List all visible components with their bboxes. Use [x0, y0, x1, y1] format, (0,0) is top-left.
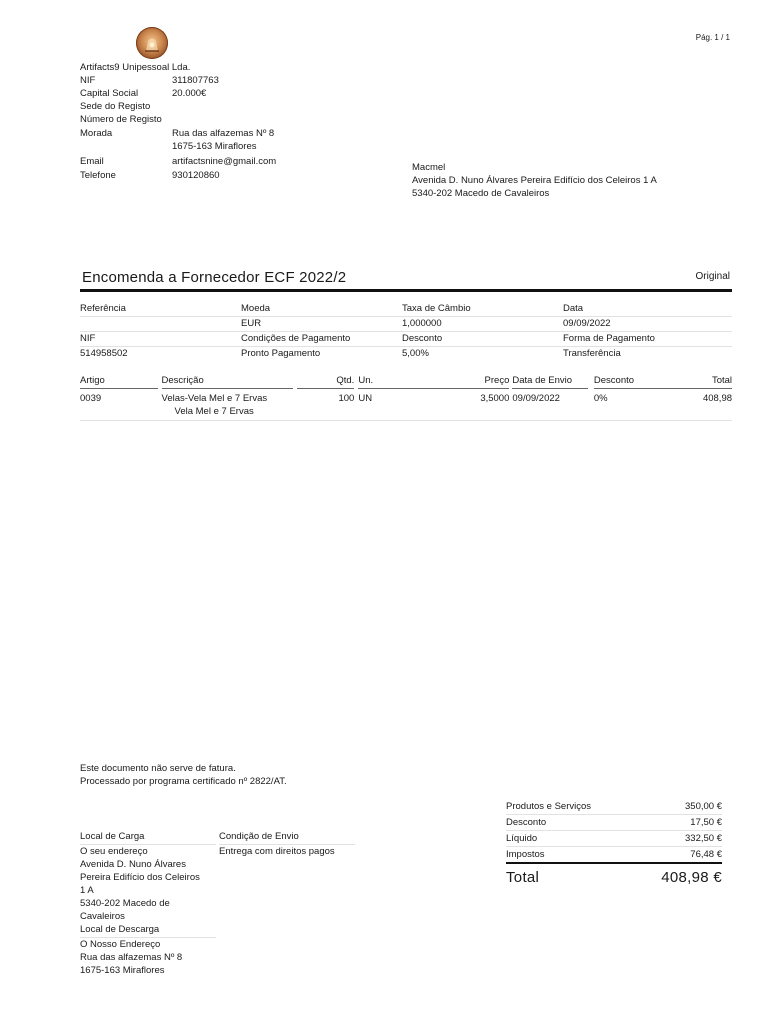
supplier-address-line1: Avenida D. Nuno Álvares Pereira Edifício dos Celeiros 1 A [412, 175, 657, 186]
col-header-data-envio: Data de Envio [512, 374, 588, 389]
info-label-payment-terms: Condições de Pagamento [241, 333, 351, 344]
totals-value: 17,50 € [690, 817, 722, 828]
totals-row [506, 815, 722, 831]
item-descricao-line1: Velas-Vela Mel e 7 Ervas [161, 393, 268, 404]
unloading-place [80, 923, 216, 977]
col-header-qtd: Qtd. [297, 374, 355, 389]
col-header-un: Un. [358, 374, 380, 389]
item-artigo: 0039 [80, 393, 102, 404]
totals-label: Produtos e Serviços [506, 801, 592, 812]
loading-place-line: Cavaleiros [80, 911, 125, 922]
totals-row [506, 799, 722, 815]
item-desconto: 0% [593, 393, 608, 404]
title-divider [80, 289, 732, 292]
company-address-value [172, 127, 340, 153]
totals-label: Impostos [506, 849, 545, 860]
company-email: artifactsnine@gmail.com [172, 156, 277, 167]
totals-value: 332,50 € [685, 833, 722, 844]
page-number: Pág. 1 / 1 [695, 33, 730, 42]
unloading-place-line: O Nosso Endereço [80, 939, 161, 950]
lantern-logo-icon [136, 27, 168, 59]
company-field-value [172, 113, 340, 126]
totals-row [506, 847, 722, 864]
unloading-place-line: 1675-163 Miraflores [80, 965, 165, 976]
company-nif-row [80, 74, 340, 87]
info-value-discount: 5,00% [402, 348, 429, 359]
shipping-condition-value: Entrega com direitos pagos [219, 846, 335, 857]
unloading-place-line: Rua das alfazemas Nº 8 [80, 952, 183, 963]
note-not-invoice: Este documento não serve de fatura. [80, 763, 236, 774]
col-header-preco: Preço [380, 374, 509, 389]
grand-total [506, 869, 722, 887]
loading-place-line: Avenida D. Nuno Álvares [80, 859, 186, 870]
loading-place-line: O seu endereço [80, 846, 148, 857]
supplier-name: Macmel [412, 162, 446, 173]
company-field-value: 311807763 [172, 75, 219, 86]
info-label-currency: Moeda [241, 303, 271, 314]
info-value-row [80, 317, 732, 332]
company-address-row [80, 127, 340, 153]
supplier-address-line2: 5340-202 Macedo de Cavaleiros [412, 188, 550, 199]
company-field-label: Morada [80, 128, 113, 139]
info-label-date: Data [563, 303, 584, 314]
company-registry-number-row [80, 113, 340, 126]
item-data-envio: 09/09/2022 [512, 393, 560, 404]
info-header-row [80, 302, 732, 317]
company-field-label: NIF [80, 75, 96, 86]
company-info [80, 61, 340, 182]
document-copy-label: Original [695, 271, 730, 282]
company-email-row [80, 155, 340, 168]
note-certified-program: Processado por programa certificado nº 2822/AT. [80, 776, 287, 787]
item-preco: 3,5000 [480, 393, 510, 404]
info-value-payment-method: Transferência [563, 348, 621, 359]
info-label-nif: NIF [80, 333, 96, 344]
company-phone-row [80, 169, 340, 182]
loading-place [80, 830, 216, 923]
col-header-artigo: Artigo [80, 374, 158, 389]
info-header-row-2 [80, 332, 732, 347]
loading-place-line: Pereira Edifício dos Celeiros [80, 872, 200, 883]
loading-place-header: Local de Carga [80, 830, 216, 845]
info-value-payment-terms: Pronto Pagamento [241, 348, 321, 359]
table-row [80, 392, 732, 421]
info-label-payment-method: Forma de Pagamento [563, 333, 655, 344]
loading-place-line: 1 A [80, 885, 94, 896]
company-capital-row [80, 87, 340, 100]
company-field-value: 20.000€ [172, 88, 207, 99]
info-value-nif: 514958502 [80, 348, 128, 359]
company-field-value [172, 100, 340, 113]
totals-label: Líquido [506, 833, 538, 844]
company-address-line2: 1675-163 Miraflores [172, 141, 257, 152]
items-table [80, 374, 732, 421]
loading-place-line: 5340-202 Macedo de [80, 898, 170, 909]
document-info-grid [80, 302, 732, 361]
items-header-row [80, 374, 732, 389]
shipping-condition-header: Condição de Envio [219, 830, 355, 845]
info-label-exchange-rate: Taxa de Câmbio [402, 303, 471, 314]
company-field-label: Capital Social [80, 88, 139, 99]
company-field-label: Número de Registo [80, 114, 162, 125]
company-address-line1: Rua das alfazemas Nº 8 [172, 128, 275, 139]
company-logo [136, 27, 168, 59]
unloading-place-header: Local de Descarga [80, 923, 216, 938]
info-value-date: 09/09/2022 [563, 318, 611, 329]
col-header-total: Total [659, 374, 732, 389]
totals-label: Desconto [506, 817, 547, 828]
item-descricao [162, 392, 311, 418]
info-value-currency: EUR [241, 318, 262, 329]
item-qtd: 100 [338, 393, 355, 404]
item-total: 408,98 [702, 393, 733, 404]
totals-row [506, 831, 722, 847]
grand-total-label: Total [506, 869, 540, 886]
company-registry-seat-row [80, 100, 340, 113]
info-label-reference: Referência [80, 303, 126, 314]
document-title: Encomenda a Fornecedor ECF 2022/2 [82, 269, 347, 286]
item-un: UN [358, 393, 373, 404]
grand-total-value: 408,98 € [661, 869, 722, 886]
company-name: Artifacts9 Unipessoal Lda. [80, 62, 191, 73]
supplier-address [412, 161, 732, 200]
company-field-label: Email [80, 156, 104, 167]
col-header-descricao: Descrição [162, 374, 293, 389]
totals-value: 350,00 € [685, 801, 722, 812]
info-value-row-2 [80, 347, 732, 361]
info-value-exchange-rate: 1,000000 [402, 318, 442, 329]
totals-summary [506, 799, 722, 887]
company-field-label: Sede do Registo [80, 101, 151, 112]
info-label-discount: Desconto [402, 333, 443, 344]
totals-value: 76,48 € [690, 849, 722, 860]
col-header-desconto: Desconto [594, 374, 660, 389]
company-field-label: Telefone [80, 170, 116, 181]
company-phone: 930120860 [172, 170, 220, 181]
item-descricao-line2: Vela Mel e 7 Ervas [174, 406, 254, 417]
info-value-reference [80, 317, 241, 331]
legal-notes [80, 762, 400, 788]
shipping-condition [219, 830, 355, 858]
